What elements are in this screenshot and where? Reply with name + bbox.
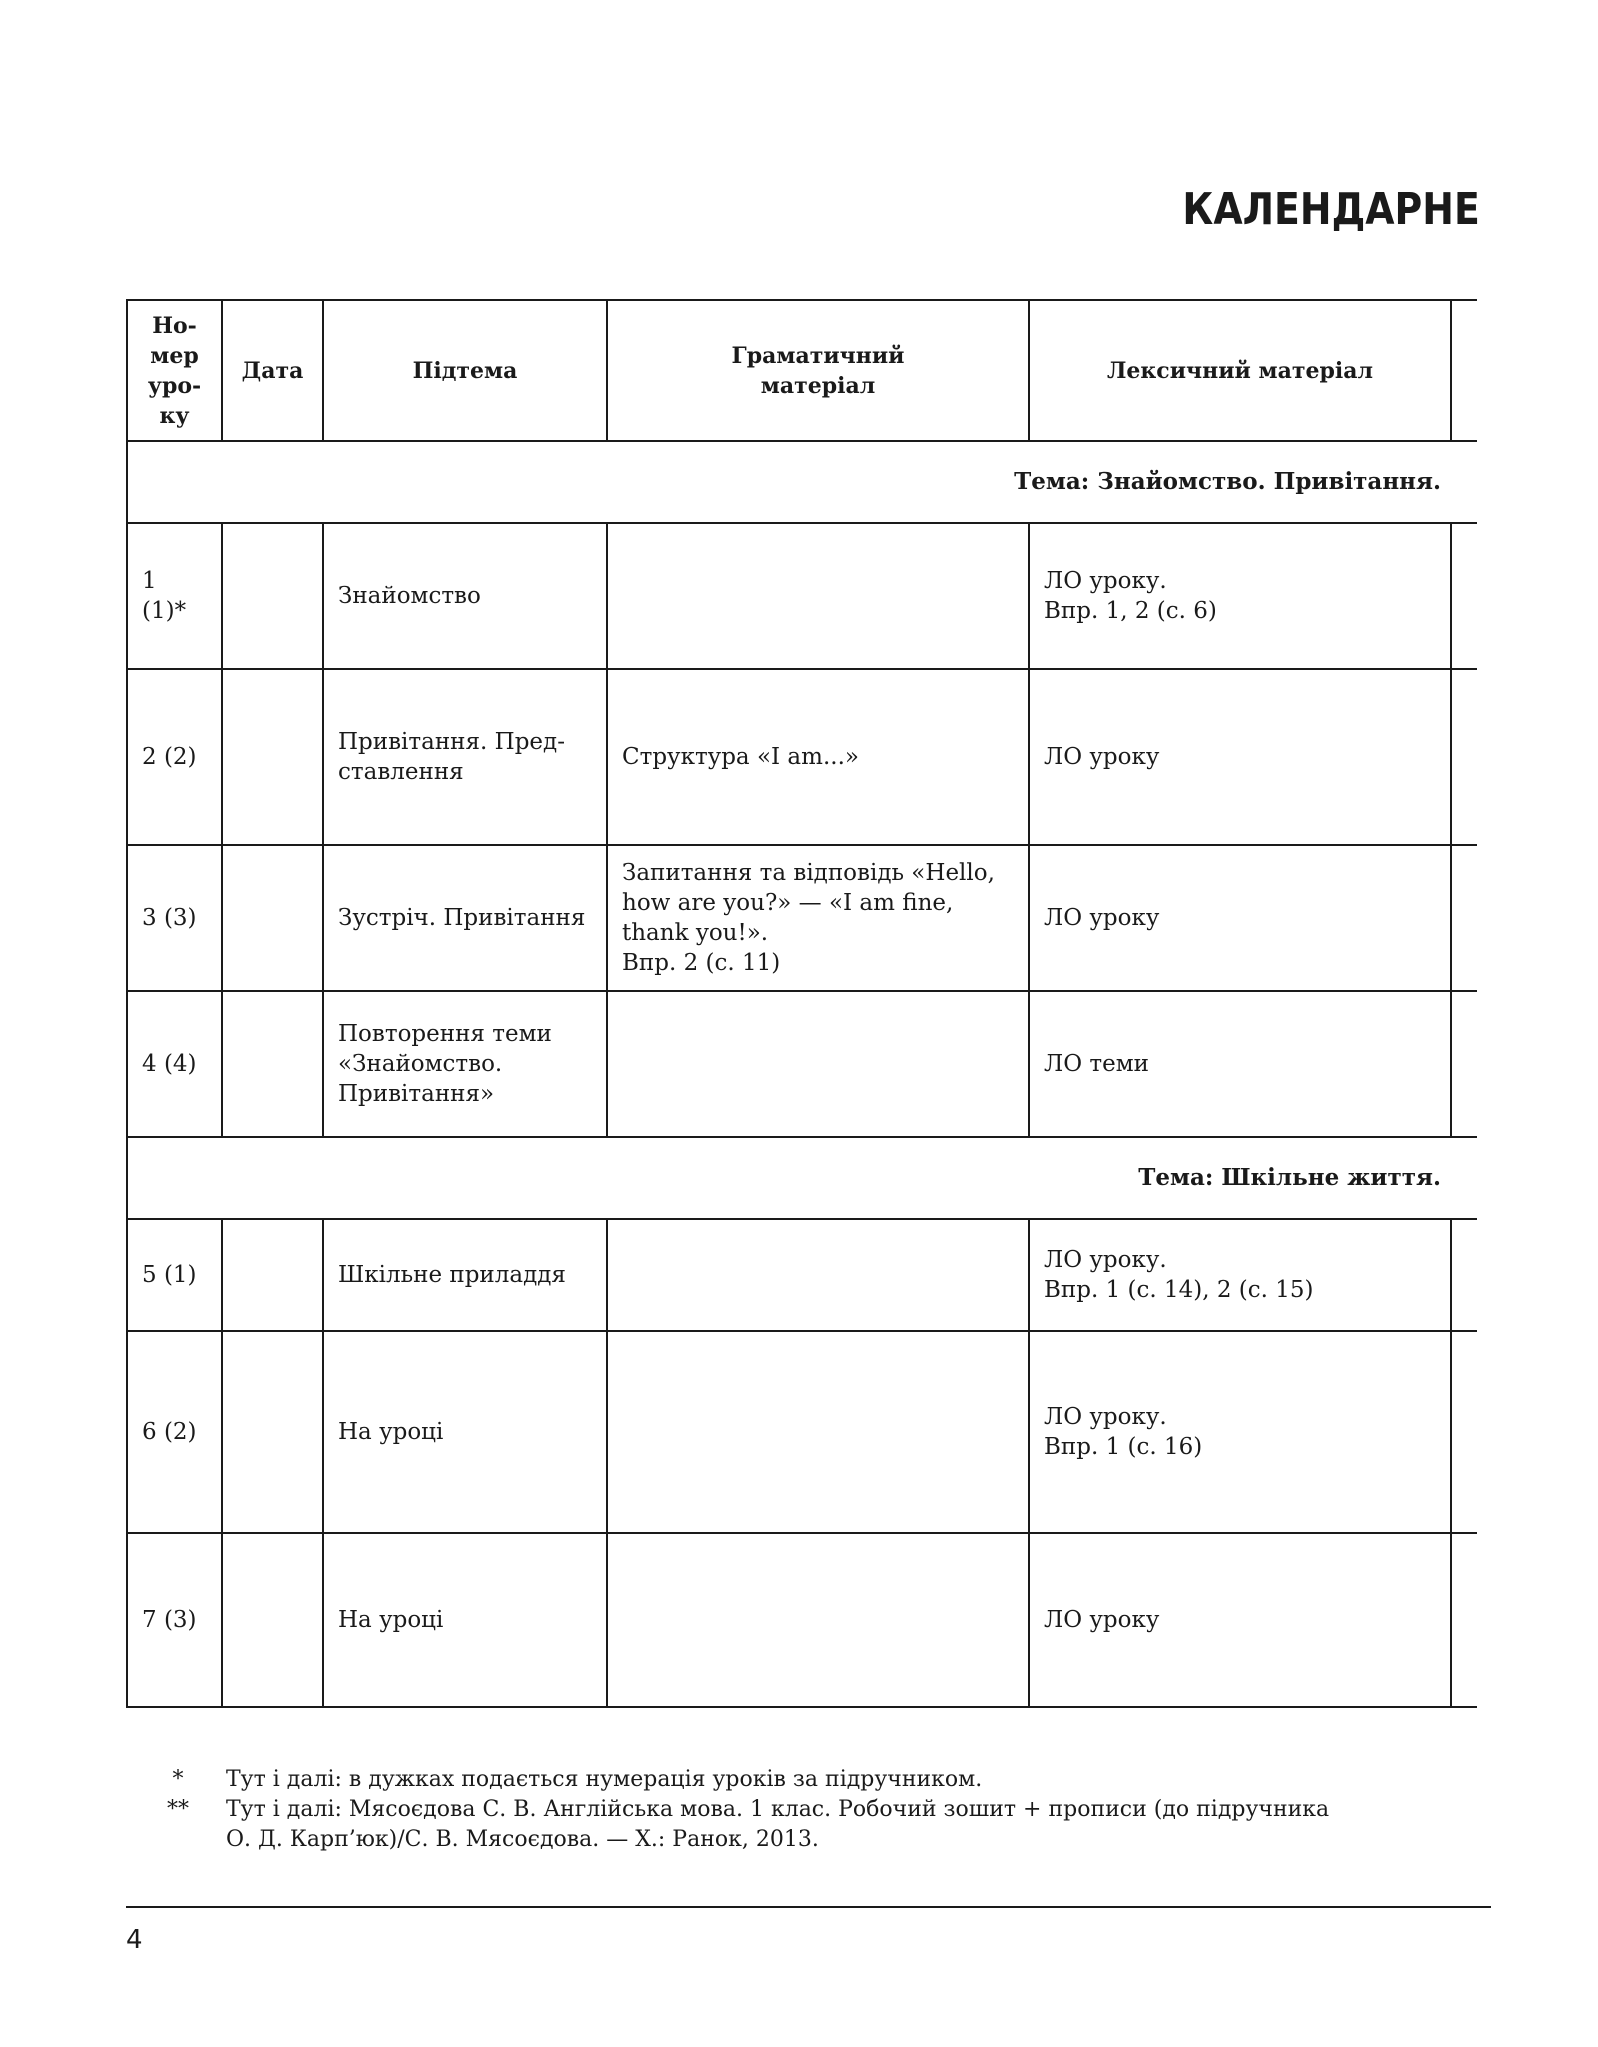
lesson-grammar	[607, 1331, 1029, 1533]
header-date: Дата	[222, 300, 323, 441]
calendar-table	[126, 299, 1477, 1708]
lesson-number: 6 (2)	[127, 1331, 222, 1533]
table-row	[127, 1331, 1477, 1533]
lesson-grammar: Запитання та відповідь «Hello, how are you?» — «I am fine, thank you!». Впр. 2 (с. 11)	[607, 845, 1029, 991]
lesson-lexical: ЛО уроку	[1029, 845, 1451, 991]
lesson-date	[222, 1533, 323, 1707]
lesson-lexical: ЛО уроку. Впр. 1, 2 (с. 6)	[1029, 523, 1451, 669]
lesson-subtopic: На уроці	[323, 1533, 607, 1707]
footnotes	[130, 1765, 1430, 1855]
lesson-subtopic: Шкільне приладдя	[323, 1219, 607, 1331]
cut-off-cell	[1451, 1331, 1477, 1533]
header-lesson-number: Но- мер уро- ку	[127, 300, 222, 441]
topic-row	[127, 1137, 1477, 1219]
lesson-date	[222, 991, 323, 1137]
page-number: 4	[126, 1925, 143, 1955]
lesson-grammar	[607, 991, 1029, 1137]
lesson-grammar	[607, 1219, 1029, 1331]
lesson-subtopic: Привітання. Пред- ставлення	[323, 669, 607, 845]
cut-off-cell	[1451, 669, 1477, 845]
footnote-text: Тут і далі: в дужках подається нумерація уроків за підручником.	[226, 1767, 983, 1792]
cut-off-cell	[1451, 991, 1477, 1137]
header-cut-off	[1451, 300, 1477, 441]
header-lexical: Лексичний матеріал	[1029, 300, 1451, 441]
lesson-subtopic: Знайомство	[323, 523, 607, 669]
cut-off-cell	[1451, 523, 1477, 669]
topic-row	[127, 441, 1477, 523]
lesson-subtopic: Повторення теми «Знайомство. Привітання»	[323, 991, 607, 1137]
topic-title: Тема: Знайомство. Привітання.	[127, 441, 1477, 523]
table-row	[127, 1219, 1477, 1331]
lesson-number: 4 (4)	[127, 991, 222, 1137]
footnote-mark: *	[172, 1767, 184, 1792]
lesson-date	[222, 1331, 323, 1533]
lesson-date	[222, 845, 323, 991]
lesson-lexical: ЛО уроку	[1029, 1533, 1451, 1707]
table-row	[127, 523, 1477, 669]
lesson-number: 7 (3)	[127, 1533, 222, 1707]
lesson-subtopic: На уроці	[323, 1331, 607, 1533]
lesson-lexical: ЛО уроку. Впр. 1 (с. 14), 2 (с. 15)	[1029, 1219, 1451, 1331]
cut-off-cell	[1451, 845, 1477, 991]
lesson-date	[222, 1219, 323, 1331]
cut-off-cell	[1451, 1219, 1477, 1331]
lesson-number: 5 (1)	[127, 1219, 222, 1331]
lesson-lexical: ЛО уроку. Впр. 1 (с. 16)	[1029, 1331, 1451, 1533]
cut-off-cell	[1451, 1533, 1477, 1707]
page-title: КАЛЕНДАРНЕ	[1182, 184, 1480, 235]
lesson-number: 1 (1)*	[127, 523, 222, 669]
lesson-date	[222, 669, 323, 845]
lesson-lexical: ЛО уроку	[1029, 669, 1451, 845]
footnote	[130, 1795, 1430, 1855]
lesson-date	[222, 523, 323, 669]
lesson-grammar: Структура «I am...»	[607, 669, 1029, 845]
lesson-lexical: ЛО теми	[1029, 991, 1451, 1137]
topic-title: Тема: Шкільне життя.	[127, 1137, 1477, 1219]
lesson-number: 2 (2)	[127, 669, 222, 845]
header-row	[127, 300, 1477, 441]
footnote-mark: **	[167, 1797, 189, 1822]
table-row	[127, 991, 1477, 1137]
table-row	[127, 1533, 1477, 1707]
table-row	[127, 669, 1477, 845]
lesson-grammar	[607, 523, 1029, 669]
footer-rule	[126, 1906, 1491, 1908]
footnote	[130, 1765, 1430, 1795]
lesson-number: 3 (3)	[127, 845, 222, 991]
lesson-grammar	[607, 1533, 1029, 1707]
header-subtopic: Підтема	[323, 300, 607, 441]
lesson-subtopic: Зустріч. Привітання	[323, 845, 607, 991]
table-row	[127, 845, 1477, 991]
footnote-text: Тут і далі: Мясоєдова С. В. Англійська мова. 1 клас. Робочий зошит + прописи (до підручника О. Д. Карп’юк)/С. В. Мясоєдова. — Х.: Ранок, 2013.	[226, 1797, 1330, 1852]
header-grammar: Граматичний матеріал	[607, 300, 1029, 441]
